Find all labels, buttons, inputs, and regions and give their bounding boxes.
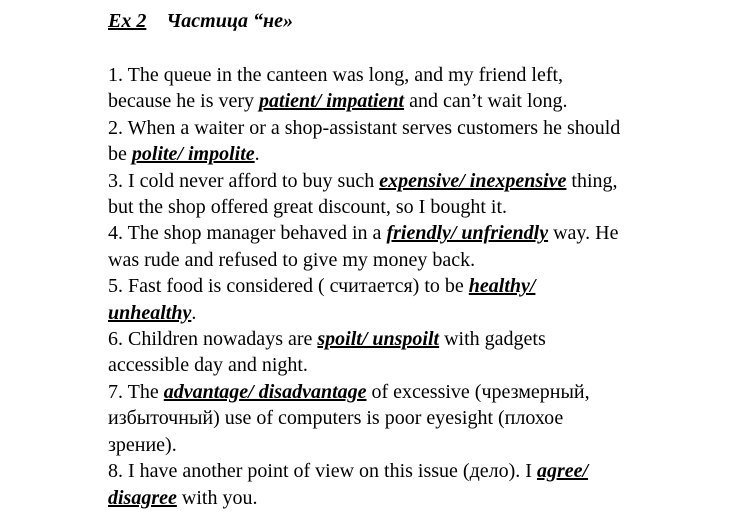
exercise-item-7 bbox=[108, 379, 708, 458]
item-line bbox=[108, 458, 708, 484]
item-line bbox=[108, 485, 708, 511]
item-text: 3. I cold never afford to buy such bbox=[108, 169, 380, 192]
item-text: 2. When a waiter or a shop-assistant serves customers he should bbox=[108, 116, 621, 139]
item-text: 8. I have another point of view on this issue (дело). I bbox=[108, 460, 537, 483]
exercise-item-5 bbox=[108, 273, 708, 326]
word-choice: advantage/ disadvantage bbox=[163, 380, 367, 403]
exercise-number: Ex 2 bbox=[108, 10, 147, 32]
word-choice: agree/ bbox=[536, 460, 589, 483]
item-line bbox=[108, 379, 708, 405]
item-text: . bbox=[191, 301, 197, 324]
item-line bbox=[108, 352, 708, 378]
word-choice: friendly/ unfriendly bbox=[386, 222, 549, 245]
item-line bbox=[108, 194, 708, 220]
item-text: way. He bbox=[548, 222, 619, 245]
item-line bbox=[108, 273, 708, 299]
word-choice: patient/ impatient bbox=[259, 90, 405, 113]
item-text: 4. The shop manager behaved in a bbox=[108, 222, 387, 245]
item-text: was rude and refused to give my money back. bbox=[108, 248, 476, 271]
exercise-items bbox=[108, 62, 708, 511]
item-text: thing, bbox=[566, 169, 618, 192]
item-line bbox=[108, 88, 708, 114]
item-text: be bbox=[108, 143, 132, 166]
exercise-item-4 bbox=[108, 220, 708, 273]
exercise-item-6 bbox=[108, 326, 708, 379]
exercise-item-1 bbox=[108, 62, 708, 115]
item-line bbox=[108, 432, 708, 458]
item-line bbox=[108, 220, 708, 246]
item-line bbox=[108, 115, 708, 141]
item-text: . bbox=[254, 143, 260, 166]
item-line bbox=[108, 405, 708, 431]
item-text: 7. The bbox=[108, 380, 164, 403]
item-line bbox=[108, 247, 708, 273]
item-line bbox=[108, 326, 708, 352]
word-choice: polite/ impolite bbox=[131, 143, 255, 166]
item-text: of excessive (чрезмерный, bbox=[366, 380, 590, 403]
word-choice: spoilt/ unspoilt bbox=[317, 328, 440, 351]
item-text: избыточный) use of computers is poor eyesight (плохое bbox=[108, 407, 564, 430]
word-choice: disagree bbox=[108, 486, 177, 509]
item-line bbox=[108, 300, 708, 326]
exercise-topic: Частица “не» bbox=[166, 10, 293, 32]
item-text: but the shop offered great discount, so I bought it. bbox=[108, 196, 508, 219]
item-text: with gadgets bbox=[439, 328, 546, 351]
word-choice: unhealthy bbox=[108, 301, 192, 324]
item-text: 5. Fast food is considered ( считается) to be bbox=[108, 275, 469, 298]
item-line bbox=[108, 141, 708, 167]
exercise-title bbox=[108, 8, 293, 34]
item-text: and can’t wait long. bbox=[404, 90, 568, 113]
item-text: accessible day and night. bbox=[108, 354, 308, 377]
item-line bbox=[108, 168, 708, 194]
exercise-item-2 bbox=[108, 115, 708, 168]
exercise-item-3 bbox=[108, 168, 708, 221]
word-choice: healthy/ bbox=[468, 275, 536, 298]
item-text: with you. bbox=[176, 486, 258, 509]
item-line bbox=[108, 62, 708, 88]
item-text: 1. The queue in the canteen was long, and my friend left, bbox=[108, 64, 564, 86]
item-text: 6. Children nowadays are bbox=[108, 328, 318, 351]
word-choice: expensive/ inexpensive bbox=[379, 169, 567, 192]
item-text: because he is very bbox=[108, 90, 260, 113]
exercise-item-8 bbox=[108, 458, 708, 511]
item-text: зрение). bbox=[108, 433, 177, 456]
